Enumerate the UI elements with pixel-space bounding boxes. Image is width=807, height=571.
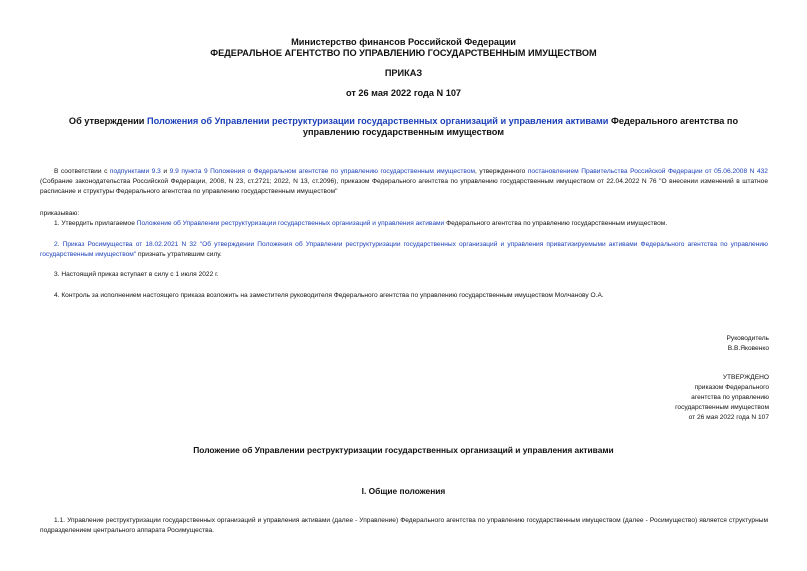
document-title: Об утверждении Положения об Управлении реструктуризации государственных организаций и управления активами Федерального агентства по управлению государственным имуществом bbox=[68, 116, 739, 137]
subclauses-link[interactable]: подпунктами 9.3 bbox=[109, 168, 161, 175]
signature-position: Руководитель bbox=[726, 335, 769, 342]
order-word: приказываю: bbox=[40, 210, 80, 217]
approval-line-3: агентства по управлению bbox=[691, 394, 769, 401]
revoked-order-link[interactable]: 2. Приказ Росимущества от 18.02.2021 N 32 "Об утверждении Положения об Управлении реструктуризации государственных организаций и управления приватизируемыми активами Федерального агентства по управлению государственным имуществом" bbox=[40, 241, 768, 258]
section-heading: I. Общие положения bbox=[361, 486, 446, 496]
agency-heading: ФЕДЕРАЛЬНОЕ АГЕНТСТВО ПО УПРАВЛЕНИЮ ГОСУДАРСТВЕННЫМ ИМУЩЕСТВОМ bbox=[210, 48, 597, 58]
approval-line-2: приказом Федерального bbox=[694, 384, 769, 391]
appendix-paragraph-1-1: 1.1. Управление реструктуризации государственных организаций и управления активами (далее - Управление) Федерального агентства по управлению государственным имуществом (далее - Росимущество) является структурным подразделением центрального аппарата Росимущества. bbox=[40, 517, 768, 534]
approval-line-5: от 26 мая 2022 года N 107 bbox=[688, 414, 769, 421]
preamble-paragraph: В соответствии с подпунктами 9.3 и 9.9 пункта 9 Положения о Федеральном агентстве по управлению государственным имуществом, утвержденного постановлением Правительства Российской Федерации от 05.06.2008 N 432 (Собрание законодательства Российской Федерации, 2008, N 23, ст.2721; 2022, N 13, ст.2096), приказом Федерального агентства по управлению государственным имуществом от 22.04.2022 N 76 "О внесении изменений в штатное расписание и структуры Федерального агентства по управлению государственным имуществом" bbox=[40, 168, 768, 195]
order-item-3: 3. Настоящий приказ вступает в силу с 1 июля 2022 г. bbox=[54, 271, 219, 278]
doc-type-heading: ПРИКАЗ bbox=[384, 68, 423, 78]
date-number-heading: от 26 мая 2022 года N 107 bbox=[345, 88, 462, 98]
approval-line-4: государственным имуществом bbox=[675, 404, 769, 411]
ministry-heading: Министерство финансов Российской Федерации bbox=[291, 37, 516, 47]
appendix-title: Положение об Управлении реструктуризации государственных организаций и управления активами bbox=[193, 445, 614, 455]
order-item-2: 2. Приказ Росимущества от 18.02.2021 N 32 "Об утверждении Положения об Управлении реструктуризации государственных организаций и управления приватизируемыми активами Федерального агентства по управлению государственным имуществом" признать утратившим силу. bbox=[40, 241, 768, 258]
regulation-link[interactable]: 9.9 пункта 9 Положения о Федеральном агентстве по управлению государственным имуществом bbox=[169, 168, 476, 175]
approved-regulation-link[interactable]: Положение об Управлении реструктуризации государственных организаций и управления активами bbox=[136, 220, 445, 227]
government-decree-link[interactable]: постановлением Правительства Российской Федерации от 05.06.2008 N 432 bbox=[527, 168, 768, 175]
order-item-4: 4. Контроль за исполнением настоящего приказа возложить на заместителя руководителя Федерального агентства по управлению государственным имуществом Молчанову О.А. bbox=[54, 292, 604, 299]
order-item-1: 1. Утвердить прилагаемое Положение об Управлении реструктуризации государственных организаций и управления активами Федерального агентства по управлению государственным имуществом. bbox=[54, 220, 668, 227]
approval-stamp: УТВЕРЖДЕНО bbox=[722, 374, 769, 381]
title-link[interactable]: Положения об Управлении реструктуризации государственных организаций и управления активами bbox=[147, 116, 609, 126]
signature-name: В.В.Яковенко bbox=[727, 345, 769, 352]
